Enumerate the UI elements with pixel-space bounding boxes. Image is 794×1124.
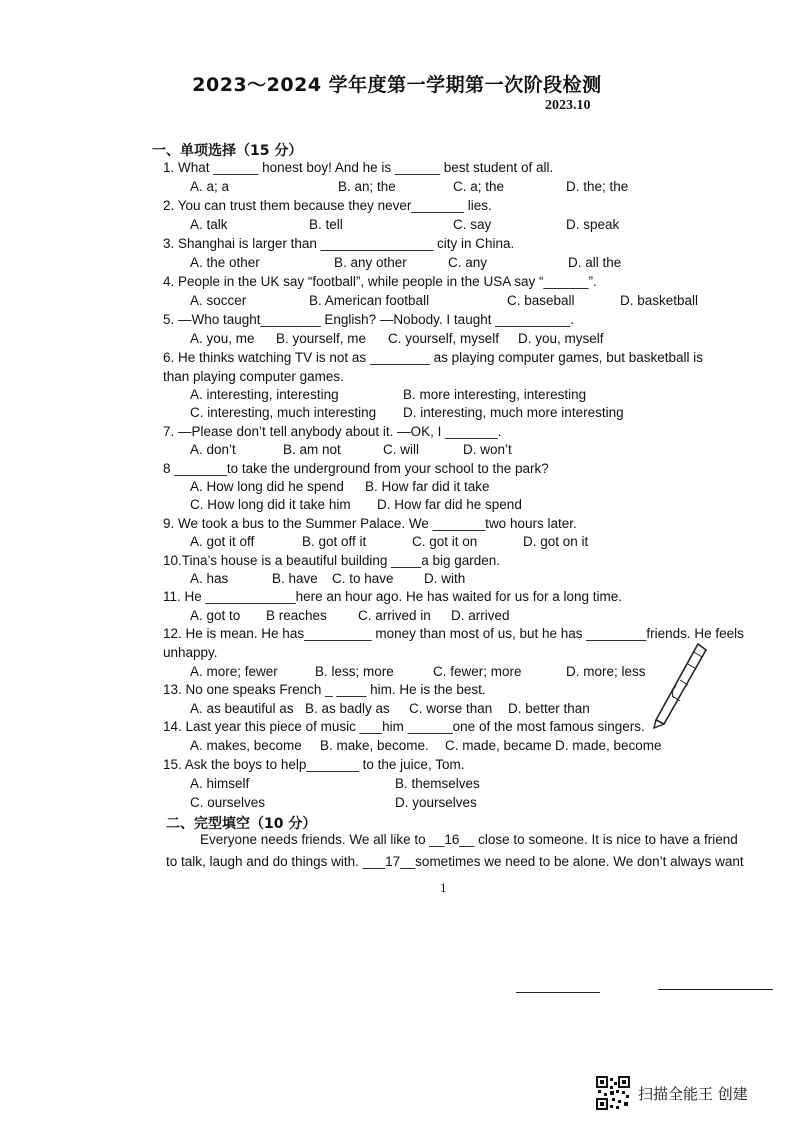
question-10-option-c: C. to have xyxy=(332,571,394,586)
question-8-option-c: C. How long did it take him xyxy=(190,497,351,512)
question-8-stem: 8 _______to take the underground from your school to the park? xyxy=(163,461,549,476)
question-1-option-d: D. the; the xyxy=(566,179,629,194)
question-6-option-b: B. more interesting, interesting xyxy=(403,387,587,402)
cloze-paragraph-line-2: to talk, laugh and do things with. ___17__sometimes we need to be alone. We don’t always want xyxy=(166,854,744,869)
question-11-option-a: A. got to xyxy=(190,608,241,623)
question-11-option-d: D. arrived xyxy=(451,608,510,623)
question-10-stem: 10.Tina’s house is a beautiful building ____a big garden. xyxy=(163,553,500,568)
question-10-option-a: A. has xyxy=(190,571,229,586)
signature-line-left xyxy=(516,992,600,993)
question-5-option-b: B. yourself, me xyxy=(276,331,367,346)
question-14-stem: 14. Last year this piece of music ___him ______one of the most famous singers. xyxy=(163,719,645,734)
exam-title: 2023～2024 学年度第一学期第一次阶段检测 xyxy=(192,74,602,96)
question-9-option-d: D. got on it xyxy=(523,534,589,549)
question-13-option-a: A. as beautiful as xyxy=(190,701,294,716)
question-1-stem: 1. What ______ honest boy! And he is ______ best student of all. xyxy=(163,160,554,175)
question-11-option-b: B reaches xyxy=(266,608,327,623)
question-12-option-b: B. less; more xyxy=(315,664,394,679)
question-6-option-a: A. interesting, interesting xyxy=(190,387,339,402)
question-13-option-d: D. better than xyxy=(508,701,590,716)
question-2-stem: 2. You can trust them because they never_______ lies. xyxy=(163,198,492,213)
question-4-option-c: C. baseball xyxy=(507,293,575,308)
question-12-stem: 12. He is mean. He has_________ money than most of us, but he has ________friends. He feels xyxy=(163,626,744,641)
question-12-option-a: A. more; fewer xyxy=(190,664,278,679)
question-9-stem: 9. We took a bus to the Summer Palace. We _______two hours later. xyxy=(163,516,577,531)
scanner-brand-label: 扫描全能王 创建 xyxy=(638,1084,748,1103)
question-2-option-c: C. say xyxy=(453,217,492,232)
cloze-paragraph-line-1: Everyone needs friends. We all like to __16__ close to someone. It is nice to have a friend xyxy=(200,832,738,847)
section-2-heading: 二、完型填空（10 分） xyxy=(166,816,317,832)
question-6-stem: 6. He thinks watching TV is not as ________ as playing computer games, but basketball is xyxy=(163,350,704,365)
question-15-option-d: D. yourselves xyxy=(395,795,477,810)
question-14-option-a: A. makes, become xyxy=(190,738,302,753)
question-3-option-c: C. any xyxy=(448,255,488,270)
question-3-stem: 3. Shanghai is larger than _______________ city in China. xyxy=(163,236,515,251)
question-5-option-d: D. you, myself xyxy=(518,331,604,346)
section-1-heading: 一、单项选择（15 分） xyxy=(152,143,303,159)
exam-date: 2023.10 xyxy=(545,98,591,113)
question-13-stem: 13. No one speaks French _ ____ him. He is the best. xyxy=(163,682,486,697)
question-13-option-c: C. worse than xyxy=(409,701,493,716)
question-4-option-b: B. American football xyxy=(309,293,430,308)
question-7-option-d: D. won’t xyxy=(463,442,512,457)
question-13-option-b: B. as badly as xyxy=(305,701,390,716)
question-15-option-b: B. themselves xyxy=(395,776,480,791)
question-2-option-a: A. talk xyxy=(190,217,228,232)
question-2-option-d: D. speak xyxy=(566,217,620,232)
question-7-option-c: C. will xyxy=(383,442,419,457)
question-4-stem: 4. People in the UK say “football”, while people in the USA say “______”. xyxy=(163,274,597,289)
question-3-option-d: D. all the xyxy=(568,255,622,270)
question-9-option-a: A. got it off xyxy=(190,534,255,549)
qr-code-icon xyxy=(596,1076,630,1110)
question-7-option-a: A. don’t xyxy=(190,442,236,457)
question-9-option-b: B. got off it xyxy=(302,534,367,549)
question-11-stem: 11. He ____________here an hour ago. He has waited for us for a long time. xyxy=(163,589,623,604)
question-14-option-d: D. made, become xyxy=(555,738,662,753)
question-15-option-c: C. ourselves xyxy=(190,795,266,810)
question-10-option-d: D. with xyxy=(424,571,466,586)
question-6-option-d: D. interesting, much more interesting xyxy=(403,405,624,420)
question-7-stem: 7. —Please don’t tell anybody about it. —OK, I _______. xyxy=(163,424,502,439)
question-5-option-c: C. yourself, myself xyxy=(388,331,500,346)
question-8-option-d: D. How far did he spend xyxy=(377,497,522,512)
question-9-option-c: C. got it on xyxy=(412,534,478,549)
question-8-option-b: B. How far did it take xyxy=(365,479,490,494)
question-3-option-a: A. the other xyxy=(190,255,260,270)
question-2-option-b: B. tell xyxy=(309,217,343,232)
question-1-option-c: C. a; the xyxy=(453,179,505,194)
question-5-option-a: A. you, me xyxy=(190,331,255,346)
pen-sketch-icon xyxy=(650,640,710,730)
question-10-option-b: B. have xyxy=(272,571,318,586)
question-15-stem: 15. Ask the boys to help_______ to the juice, Tom. xyxy=(163,757,465,772)
question-14-option-c: C. made, became xyxy=(445,738,552,753)
question-12-stem-continued: unhappy. xyxy=(163,645,218,660)
question-4-option-d: D. basketball xyxy=(620,293,699,308)
question-3-option-b: B. any other xyxy=(334,255,407,270)
page-number: 1 xyxy=(440,880,447,895)
question-12-option-d: D. more; less xyxy=(566,664,646,679)
question-1-option-a: A. a; a xyxy=(190,179,230,194)
question-12-option-c: C. fewer; more xyxy=(433,664,522,679)
scanner-watermark xyxy=(596,1073,786,1113)
question-4-option-a: A. soccer xyxy=(190,293,247,308)
question-15-option-a: A. himself xyxy=(190,776,250,791)
question-5-stem: 5. —Who taught________ English? —Nobody. I taught __________. xyxy=(163,312,575,327)
question-14-option-b: B. make, become. xyxy=(320,738,429,753)
question-7-option-b: B. am not xyxy=(283,442,341,457)
question-1-option-b: B. an; the xyxy=(338,179,396,194)
question-11-option-c: C. arrived in xyxy=(358,608,431,623)
question-8-option-a: A. How long did he spend xyxy=(190,479,344,494)
question-6-stem-continued: than playing computer games. xyxy=(163,369,344,384)
signature-line-right xyxy=(658,989,773,990)
question-6-option-c: C. interesting, much interesting xyxy=(190,405,377,420)
